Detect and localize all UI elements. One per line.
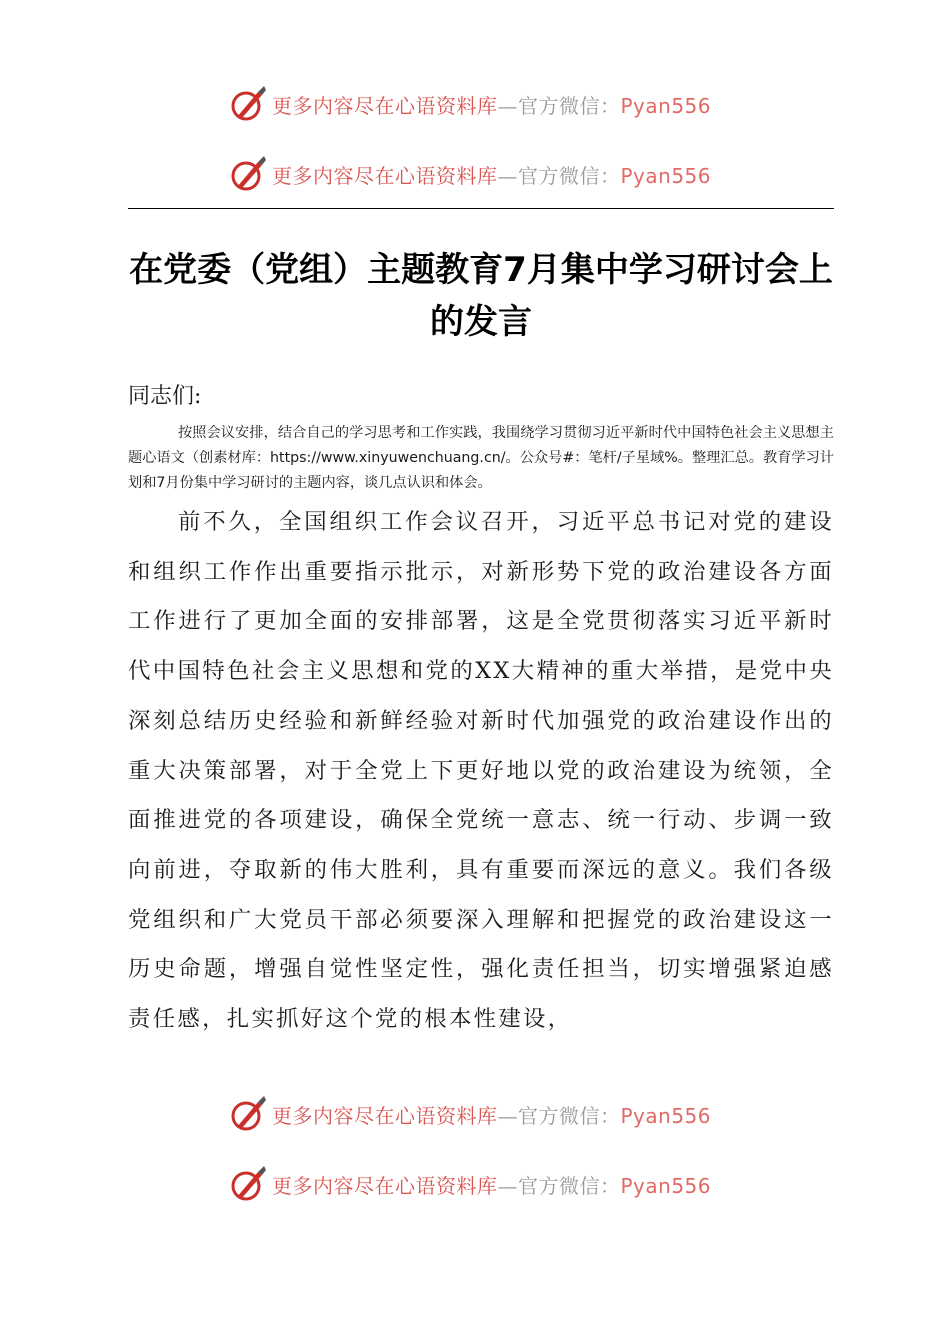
watermark-banner-3 <box>228 1094 728 1134</box>
watermark-id: Pyan556 <box>620 163 712 188</box>
watermark-label: 官方微信： <box>518 1103 621 1128</box>
watermark-site: 更多内容尽在心语资料库 <box>272 1173 498 1198</box>
watermark-separator: — <box>497 1103 518 1128</box>
watermark-banner-2 <box>228 154 728 194</box>
intro-paragraph: 按照会议安排，结合自己的学习思考和工作实践，我围绕学习贯彻习近平新时代中国特色社会主义思想主题心语文（创素材库：https://www.xinyuwenchuang.cn/。公众号#：笔杆/子星域%。整理汇总。教育学习计划和7月份集中学习研讨的主题内容，谈几点认识和体会。 <box>128 425 834 491</box>
quill-pen-circle-icon <box>228 84 268 124</box>
watermark-label: 官方微信： <box>518 1173 621 1198</box>
watermark-id: Pyan556 <box>620 93 712 118</box>
watermark-banner-4 <box>228 1164 728 1204</box>
watermark-separator: — <box>497 93 518 118</box>
watermark-banner-1 <box>228 84 728 124</box>
watermark-site: 更多内容尽在心语资料库 <box>272 93 498 118</box>
quill-pen-circle-icon <box>228 1164 268 1204</box>
quill-pen-circle-icon <box>228 1094 268 1134</box>
body-paragraph: 前不久，全国组织工作会议召开，习近平总书记对党的建设和组织工作作出重要指示批示，对新形势下党的政治建设各方面工作进行了更加全面的安排部署，这是全党贯彻落实习近平新时代中国特色社会主义思想和党的XX大精神的重大举措，是党中央深刻总结历史经验和新鲜经验对新时代加强党的政治建设作出的重大决策部署，对于全党上下更好地以党的政治建设为统领，全面推进党的各项建设，确保全党统一意志、统一行动、步调一致向前进，夺取新的伟大胜利，具有重要而深远的意义。我们各级党组织和广大党员干部必须要深入理解和把握党的政治建设这一历史命题，增强自觉性坚定性，强化责任担当，切实增强紧迫感责任感，扎实抓好这个党的根本性建设， <box>128 509 834 1033</box>
watermark-site: 更多内容尽在心语资料库 <box>272 163 498 188</box>
watermark-separator: — <box>497 163 518 188</box>
quill-pen-circle-icon <box>228 154 268 194</box>
header-divider <box>128 208 834 209</box>
watermark-id: Pyan556 <box>620 1173 712 1198</box>
watermark-separator: — <box>497 1173 518 1198</box>
watermark-site: 更多内容尽在心语资料库 <box>272 1103 498 1128</box>
watermark-label: 官方微信： <box>518 163 621 188</box>
document-title: 在党委（党组）主题教育7月集中学习研讨会上的发言 <box>129 250 833 342</box>
greeting: 同志们: <box>128 384 202 409</box>
watermark-id: Pyan556 <box>620 1103 712 1128</box>
watermark-label: 官方微信： <box>518 93 621 118</box>
